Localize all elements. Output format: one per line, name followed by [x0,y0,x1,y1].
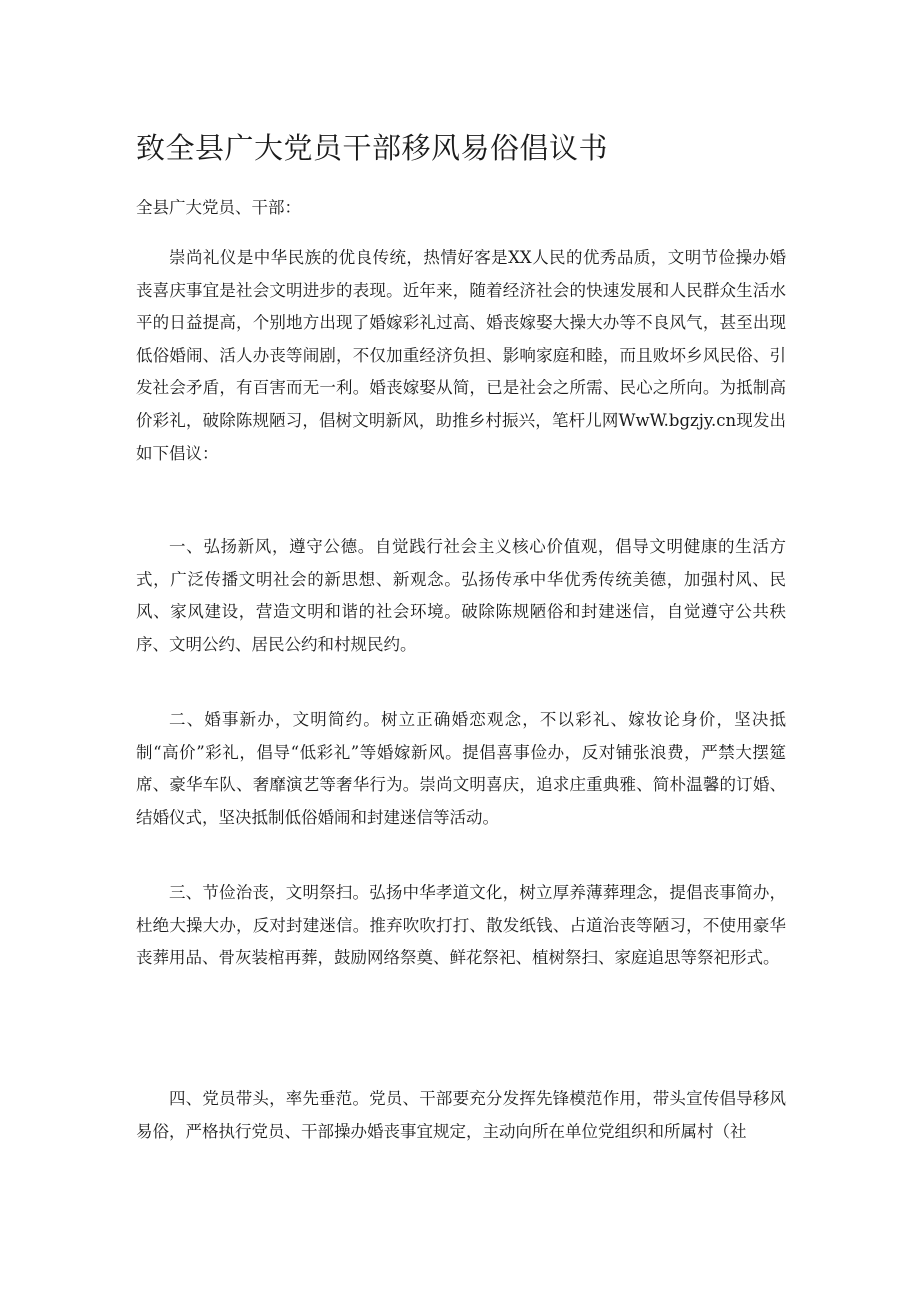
document-title: 致全县广大党员干部移风易俗倡议书 [136,131,609,165]
paragraph-item-1: 一、弘扬新风，遵守公德。自觉践行社会主义核心价值观，倡导文明健康的生活方式，广泛传播文明社会的新思想、新观念。弘扬传承中华优秀传统美德，加强村风、民风、家风建设，营造文明和谐的社会环境。破除陈规陋俗和封建迷信，自觉遵守公共秩序、文明公约、居民公约和村规民约。 [136,537,786,654]
paragraph-item-4: 四、党员带头，率先垂范。党员、干部要充分发挥先锋模范作用，带头宣传倡导移风易俗，严格执行党员、干部操办婚丧事宜规定，主动向所在单位党组织和所属村（社 [136,1089,786,1141]
paragraph-item-3: 三、节俭治丧，文明祭扫。弘扬中华孝道文化，树立厚养薄葬理念，提倡丧事简办，杜绝大操大办，反对封建迷信。推弃吹吹打打、散发纸钱、占道治丧等陋习，不使用豪华丧葬用品、骨灰装棺再葬，鼓励网络祭奠、鲜花祭祀、植树祭扫、家庭追思等祭祀形式。 [136,883,786,968]
paragraph-item-2: 二、婚事新办，文明简约。树立正确婚恋观念，不以彩礼、嫁妆论身价，坚决抵制“高价”彩礼，倡导“低彩礼”等婚嫁新风。提倡喜事俭办，反对铺张浪费，严禁大摆筵席、豪华车队、奢靡演艺等奢华行为。崇尚文明喜庆，追求庄重典雅、简朴温馨的订婚、结婚仪式，坚决抵制低俗婚闹和封建迷信等活动。 [136,710,786,827]
paragraph-intro: 崇尚礼仪是中华民族的优良传统，热情好客是XX人民的优秀品质，文明节俭操办婚丧喜庆事宜是社会文明进步的表现。近年来，随着经济社会的快速发展和人民群众生活水平的日益提高，个别地方出现了婚嫁彩礼过高、婚丧嫁娶大操大办等不良风气，甚至出现低俗婚闹、活人办丧等闹剧，不仅加重经济负担、影响家庭和睦，而且败坏乡风民俗、引发社会矛盾，有百害而无一利。婚丧嫁娶从简，已是社会之所需、民心之所向。为抵制高价彩礼，破除陈规陋习，倡树文明新风，助推乡村振兴，笔杆儿网WwW.bgzjy.cn现发出如下倡议： [136,248,786,463]
salutation: 全县广大党员、干部： [136,198,301,217]
